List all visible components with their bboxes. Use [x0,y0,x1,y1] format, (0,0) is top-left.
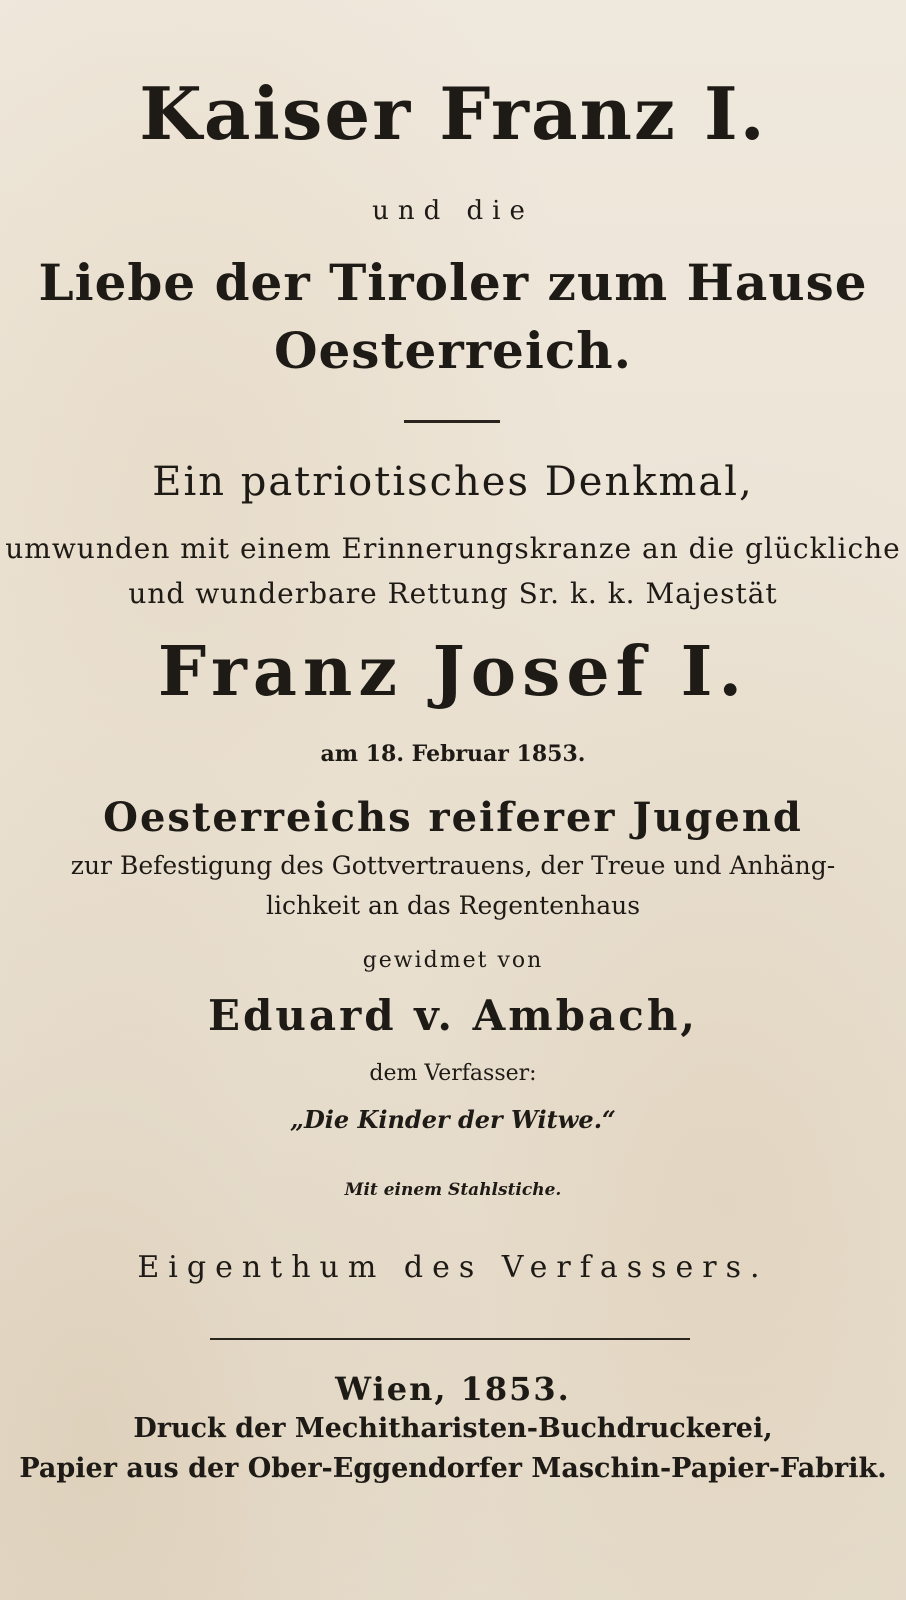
rights-statement: Eigenthum des Verfassers. [137,1250,769,1285]
short-divider [404,420,500,423]
audience-heading: Oesterreichs reiferer Jugend [103,794,803,841]
imprint-paper: Papier aus der Ober-Eggendorfer Maschin-Papier-Fabrik. [19,1453,887,1484]
dedication-line-2: und wunderbare Rettung Sr. k. k. Majestät [128,577,778,610]
audience-line-1: zur Befestigung des Gottvertrauens, der Treue und Anhäng- [70,851,836,880]
illustration-note: Mit einem Stahlstiche. [344,1180,562,1200]
imprint-printer: Druck der Mechitharisten-Buchdruckerei, [133,1413,773,1444]
audience-line-2: lichkeit an das Regentenhaus [265,891,641,920]
dedication-line-1: umwunden mit einem Erinnerungskranze an die glückliche [5,532,901,565]
subtitle-line-1: Liebe der Tiroler zum Hause [38,253,868,312]
event-date: am 18. Februar 1853. [320,741,586,767]
previous-work: „Die Kinder der Witwe.“ [290,1105,616,1134]
emperor-name: Franz Josef I. [157,632,749,712]
dedicated-by: gewidmet von [362,948,544,973]
author-name: Eduard v. Ambach, [207,991,698,1040]
dedication-heading: Ein patriotisches Denkmal, [152,459,754,505]
subtitle-line-2: Oesterreich. [273,321,633,380]
main-title: Kaiser Franz I. [139,71,767,156]
title-connector: und die [372,196,534,226]
imprint-place-year: Wien, 1853. [335,1370,571,1408]
long-divider [210,1338,690,1340]
author-role: dem Verfasser: [369,1061,537,1086]
